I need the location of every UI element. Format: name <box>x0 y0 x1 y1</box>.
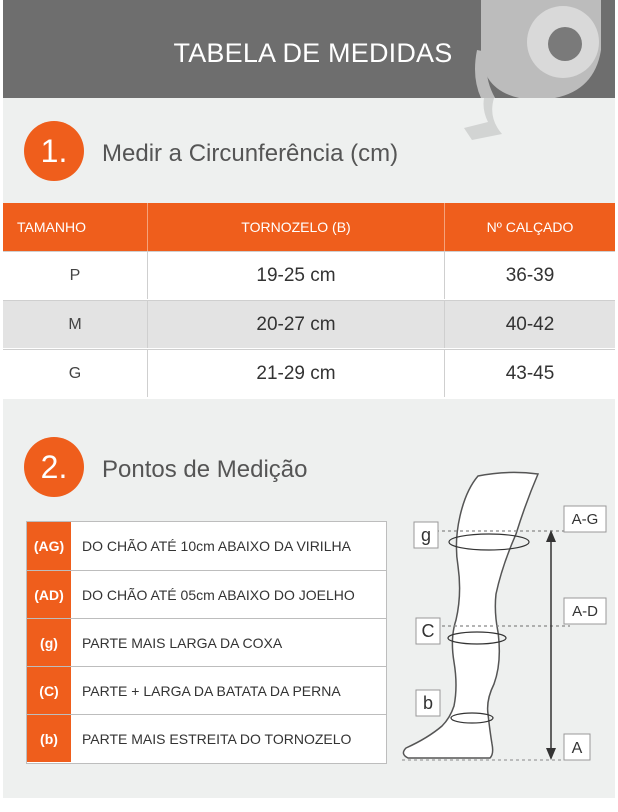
measuring-tape-icon <box>443 0 615 98</box>
size-table <box>3 203 615 399</box>
point-code: (b) <box>27 715 71 762</box>
page-title: TABELA DE MEDIDAS <box>173 38 453 68</box>
list-item <box>27 618 386 666</box>
point-description: PARTE MAIS LARGA DA COXA <box>82 634 283 651</box>
point-code: (C) <box>27 667 71 714</box>
point-description: DO CHÃO ATÉ 05cm ABAIXO DO JOELHO <box>82 586 355 603</box>
label-g: g <box>420 525 432 545</box>
list-item <box>27 570 386 618</box>
leg-measurement-diagram <box>398 462 608 772</box>
header-shoe: Nº CALÇADO <box>486 219 574 235</box>
table-row <box>3 300 615 348</box>
shoe-cell: 43-45 <box>505 362 555 384</box>
ankle-cell: 21-29 cm <box>148 350 445 397</box>
shoe-cell: 40-42 <box>505 313 555 335</box>
label-ag: A-G <box>571 511 599 528</box>
measurement-points-table <box>26 521 387 764</box>
table-row <box>3 349 615 397</box>
shoe-cell: 36-39 <box>505 264 555 286</box>
step-1-badge: 1. <box>24 121 84 181</box>
section-2-title: Pontos de Medição <box>102 456 308 483</box>
tape-end-icon <box>458 98 518 146</box>
size-cell: M <box>3 301 148 348</box>
label-ad: A-D <box>572 603 598 620</box>
header-banner <box>3 0 615 98</box>
size-cell: P <box>3 252 148 299</box>
point-description: DO CHÃO ATÉ 10cm ABAIXO DA VIRILHA <box>82 538 351 554</box>
list-item <box>27 714 386 762</box>
label-b: b <box>422 693 434 713</box>
point-code: (AG) <box>27 522 71 570</box>
header-size: TAMANHO <box>3 203 148 251</box>
ankle-cell: 20-27 cm <box>148 301 445 348</box>
list-item <box>27 522 386 570</box>
bottom-margin <box>0 798 618 812</box>
step-2-badge: 2. <box>24 437 84 497</box>
point-description: PARTE MAIS ESTREITA DO TORNOZELO <box>82 730 352 747</box>
point-description: PARTE + LARGA DA BATATA DA PERNA <box>82 682 341 699</box>
section-1-title: Medir a Circunferência (cm) <box>102 140 399 167</box>
list-item <box>27 666 386 714</box>
table-row <box>3 251 615 299</box>
size-cell: G <box>3 350 148 397</box>
ankle-cell: 19-25 cm <box>148 252 445 299</box>
label-a: A <box>571 740 583 757</box>
label-c: C <box>421 621 435 641</box>
size-table-header <box>3 203 615 251</box>
point-code: (g) <box>27 619 71 666</box>
point-code: (AD) <box>27 571 71 618</box>
size-chart-card <box>3 0 615 798</box>
header-ankle: TORNOZELO (B) <box>148 203 445 251</box>
